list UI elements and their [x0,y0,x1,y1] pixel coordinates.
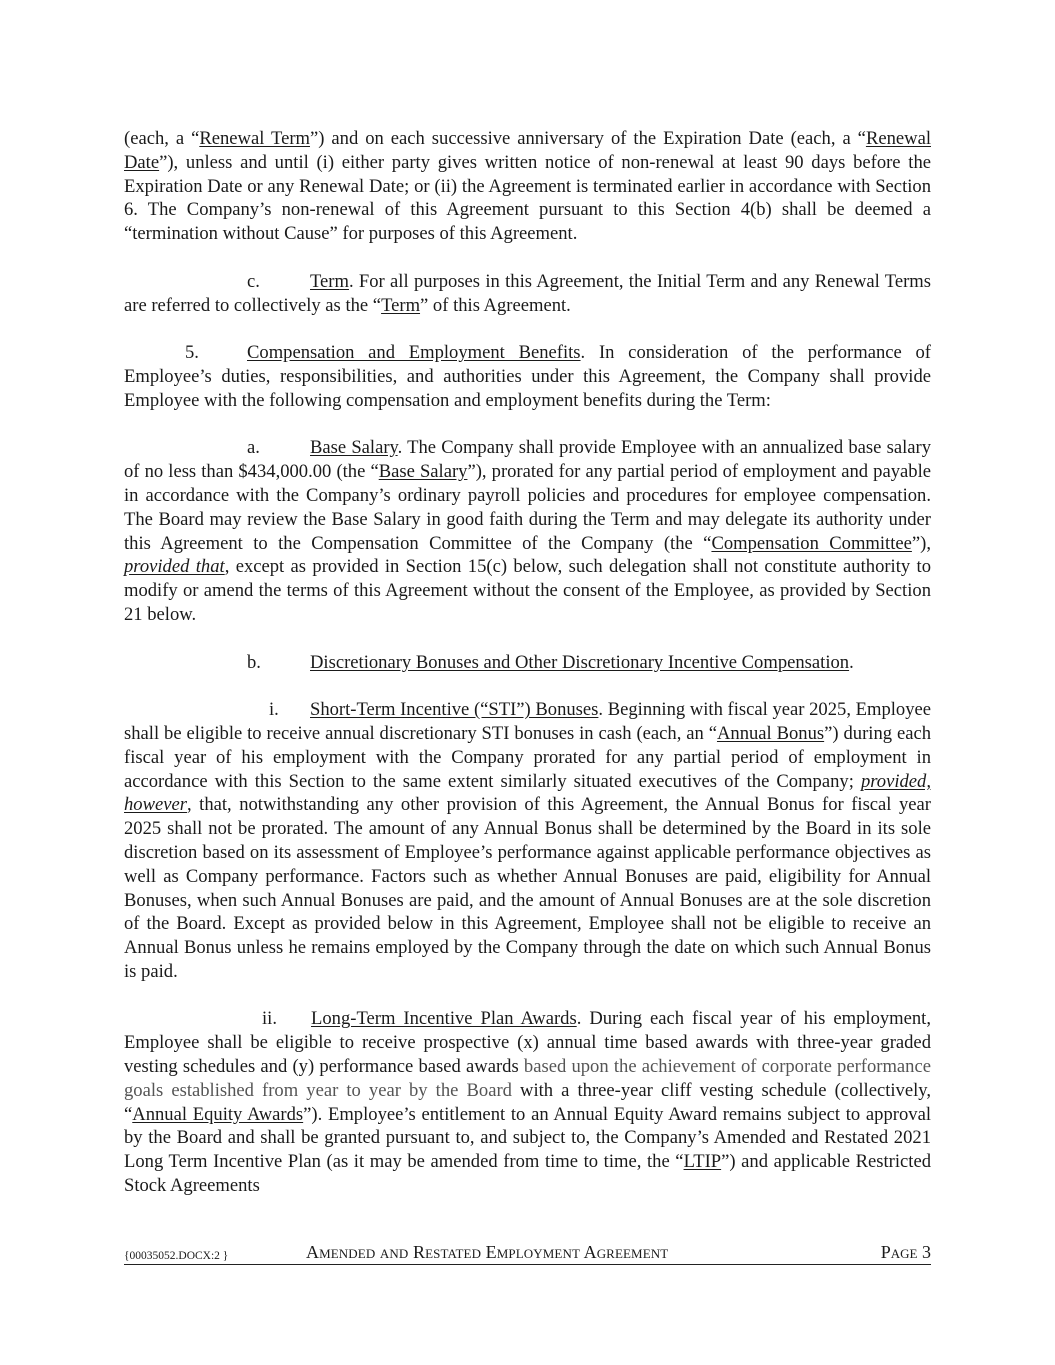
defined-term: Renewal Term [199,128,310,149]
defined-term: Annual Bonus [716,722,825,744]
defined-term: Term [381,294,421,316]
paragraph-5-compensation: 5. Compensation and Employment Benefits. In consideration of the performance of Employee’s duties, responsibilities, and authorities under this Agreement, the Company shall provide Employee with the following compensation and employment benefits during the Term: [124,342,931,411]
document-id: {00035052.DOCX:2 } [124,1250,229,1262]
italic-term: however [124,794,187,816]
defined-term: Renewal Date [124,128,931,173]
clause-number: 5. [185,342,199,364]
paragraph-5a-base-salary: a. Base Salary. The Company shall provide Employee with an annualized base salary of no less than $434,000.00 (the “Base Salary”), prorated for any partial period of employment and payable in accordance with the Company’s ordinary payroll policies and procedures for employee compensation. The Board may review the Base Salary in good faith during the Term and may delegate its authority under this Agreement to the Compensation Committee of the Company (the “Compensation Committee”), provided that, except as provided in Section 15(c) below, such delegation shall not constitute authority to modify or amend the terms of this Agreement without the consent of the Employee, as provided by Section 21 below. [124,437,931,625]
section-heading: Discretionary Bonuses and Other Discretionary Incentive Compensation [310,651,850,673]
clause-number: b. [247,651,261,673]
paragraph-renewal-term: (each, a “Renewal Term”) and on each successive anniversary of the Expiration Date (each, a “Renewal Date”), unless and until (i) either party gives written notice of non-renewal at least 90 days before the Expiration Date or any Renewal Date; or (ii) the Agreement is terminated earlier in accordance with Section 6. The Company’s non-renewal of this Agreement pursuant to this Section 4(b) shall be deemed a “termination without Cause” for purposes of this Agreement. [124,128,931,245]
defined-term: Compensation Committee [711,532,912,554]
paragraph-5b-i-sti: i. Short-Term Incentive (“STI”) Bonuses. Beginning with fiscal year 2025, Employee shall be eligible to receive annual discretionary STI bonuses in cash (each, an “Annual Bonus”) during each fiscal year of his employment with the Company prorated for any partial period of employment in accordance with this Section to the same extent similarly situated executives of the Company; provided, however, that, notwithstanding any other provision of this Agreement, the Annual Bonus for fiscal year 2025 shall not be prorated. The amount of any Annual Bonus shall be determined by the Board in its sole discretion based on its assessment of Employee’s performance against applicable performance objectives as well as Company performance. Factors such as whether Annual Bonuses are paid, eligibility for Annual Bonuses, when such Annual Bonuses are paid, and the amount of Annual Bonuses are at the sole discretion of the Board. Except as provided below in this Agreement, Employee shall not be eligible to receive an Annual Bonus unless he remains employed by the Company through the date on which such Annual Bonus is paid. [124,699,932,982]
paragraph-5b-ii-ltip: ii. Long-Term Incentive Plan Awards. During each fiscal year of his employment, Employee shall be eligible to receive prospective (x) annual time based awards with three-year graded vesting schedules and (y) performance based awards based upon the achievement of corporate performance goals established from year to year by the Board with a three-year cliff vesting schedule (collectively, “Annual Equity Awards”). Employee’s entitlement to an Annual Equity Award remains subject to approval by the Board and shall be granted pursuant to, and subject to, the Company’s Amended and Restated 2021 Long Term Incentive Plan (as it may be amended from time to time, the “LTIP”) and applicable Restricted Stock Agreements [124,1008,931,1197]
italic-term: provided, [860,770,931,792]
section-heading: Long-Term Incentive Plan Awards [311,1008,577,1030]
page-number: Page 3 [880,1242,931,1262]
paragraph-5b-discretionary: b. Discretionary Bonuses and Other Discretionary Incentive Compensation. [247,651,854,673]
clause-number: a. [247,437,260,459]
paragraph-4c-term: c. Term. For all purposes in this Agreement, the Initial Term and any Renewal Terms are referred to collectively as the “Term” of this Agreement. [124,270,931,316]
footer-title: Amended and Restated Employment Agreement [306,1242,669,1262]
page-footer [124,1242,931,1265]
italic-term: provided that [124,556,225,578]
defined-term: LTIP [683,1151,722,1173]
section-heading: Base Salary [310,437,398,459]
clause-number: c. [247,270,260,292]
section-heading: Term [310,270,349,292]
defined-term: Base Salary [378,461,468,483]
clause-number: ii. [262,1008,277,1030]
document-page [124,127,931,1198]
defined-term: Annual Equity Awards [132,1103,304,1125]
clause-number: i. [269,699,279,721]
section-heading: Compensation and Employment Benefits [247,342,581,364]
gray-text: based upon the achievement of corporate performance goals established from year to year by the Board [124,1056,931,1101]
section-heading: Short-Term Incentive (“STI”) Bonuses [310,699,599,721]
